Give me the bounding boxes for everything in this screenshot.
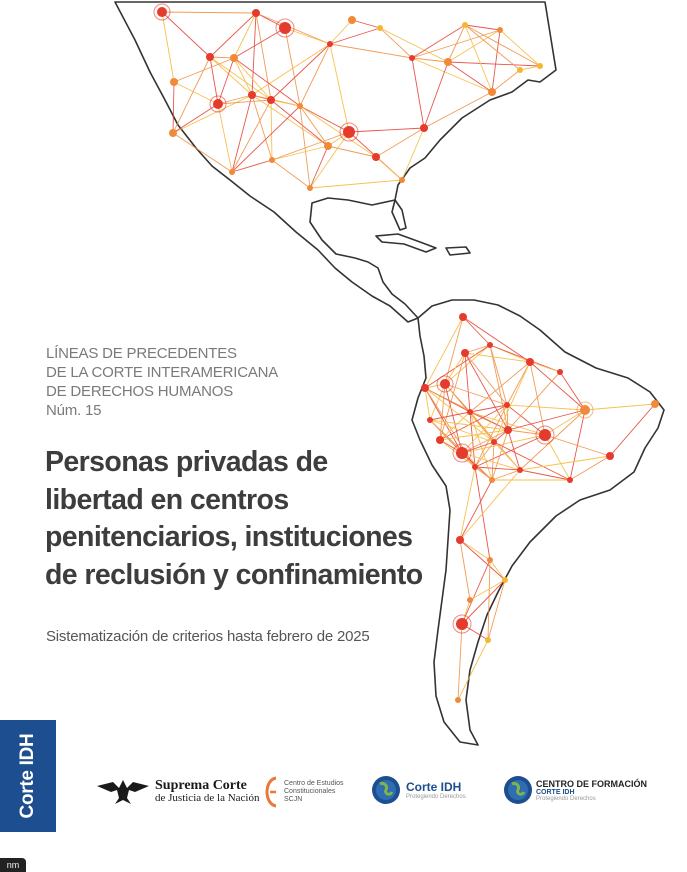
- scjn-name-line-1: Suprema Corte: [155, 778, 247, 793]
- corte-idh-name: Corte IDH: [406, 780, 462, 794]
- network-node: [372, 153, 380, 161]
- centro-formacion-tagline: Protegiendo Derechos: [536, 795, 596, 802]
- network-node: [324, 142, 332, 150]
- network-node: [504, 402, 510, 408]
- network-node: [488, 88, 496, 96]
- corte-idh-globe-icon: [370, 774, 402, 806]
- network-node: [307, 185, 313, 191]
- network-node: [420, 124, 428, 132]
- network-node: [230, 54, 238, 62]
- network-node: [421, 384, 429, 392]
- network-node: [472, 464, 478, 470]
- cec-line-3: SCJN: [284, 796, 303, 803]
- network-node: [485, 637, 491, 643]
- cec-logo: [262, 774, 344, 810]
- title-line-4: de reclusión y confinamiento: [45, 558, 423, 591]
- network-node: [557, 369, 563, 375]
- eagle-emblem-icon: [95, 776, 151, 808]
- centro-formacion-line-2: CORTE IDH: [536, 788, 575, 796]
- network-node: [427, 417, 433, 423]
- scjn-name-line-2: de Justicia de la Nación: [155, 792, 260, 804]
- centro-formacion-line-1: CENTRO DE FORMACIÓN: [536, 778, 647, 789]
- network-node: [467, 597, 473, 603]
- network-node: [343, 126, 355, 138]
- title-line-3: penitenciarios, instituciones: [45, 521, 413, 553]
- network-node: [279, 22, 291, 34]
- network-node: [517, 467, 523, 473]
- corte-idh-tagline: Protegiendo Derechos: [406, 794, 466, 800]
- network-node: [213, 99, 223, 109]
- network-node: [157, 7, 167, 17]
- network-node: [489, 477, 495, 483]
- network-node: [297, 103, 303, 109]
- title-line-1: Personas privadas de: [45, 446, 328, 478]
- centro-formacion-logo: [502, 774, 647, 806]
- network-node: [504, 426, 512, 434]
- network-node: [606, 452, 614, 460]
- network-node: [267, 96, 275, 104]
- scjn-logo: [95, 776, 259, 808]
- cec-line-1: Centro de Estudios: [284, 780, 344, 787]
- logo-strip: [0, 760, 687, 830]
- network-node: [455, 697, 461, 703]
- centro-formacion-globe-icon: [502, 774, 534, 806]
- side-band-label: Corte IDH: [17, 733, 38, 819]
- document-title: [45, 444, 465, 594]
- series-line-2: DE LA CORTE INTERAMERICANA: [46, 364, 279, 381]
- document-subtitle: Sistematización de criterios hasta febrero de 2025: [46, 628, 370, 645]
- network-node: [651, 400, 659, 408]
- network-node: [206, 53, 214, 61]
- network-node: [537, 63, 543, 69]
- network-node: [377, 25, 383, 31]
- network-node: [462, 22, 468, 28]
- network-node: [526, 358, 534, 366]
- cec-mark-icon: [262, 774, 278, 810]
- network-node: [517, 67, 523, 73]
- corner-tab[interactable]: nm: [0, 858, 26, 872]
- network-node: [348, 16, 356, 24]
- network-node: [459, 313, 467, 321]
- series-line-1: LÍNEAS DE PRECEDENTES: [46, 345, 237, 362]
- network-node: [539, 429, 551, 441]
- network-node: [169, 129, 177, 137]
- network-node: [436, 436, 444, 444]
- network-node: [229, 169, 235, 175]
- network-node: [170, 78, 178, 86]
- network-node: [491, 439, 497, 445]
- title-line-2: libertad en centros: [45, 483, 289, 516]
- network-node: [467, 409, 473, 415]
- network-node: [502, 577, 508, 583]
- cec-line-2: Constitucionales: [284, 788, 336, 795]
- series-heading: [46, 344, 346, 420]
- network-node: [580, 405, 590, 415]
- network-node: [252, 9, 260, 17]
- hispaniola: [446, 247, 470, 255]
- series-number: Núm. 15: [46, 402, 102, 419]
- network-node: [487, 557, 493, 563]
- cuba: [376, 234, 436, 252]
- network-node: [456, 618, 468, 630]
- network-node: [440, 379, 450, 389]
- network-node: [409, 55, 415, 61]
- network-node: [567, 477, 573, 483]
- network-node: [487, 342, 493, 348]
- network-node: [497, 27, 503, 33]
- network-node: [248, 91, 256, 99]
- network-node: [399, 177, 405, 183]
- florida: [392, 200, 406, 230]
- network-node: [327, 41, 333, 47]
- corte-idh-logo: [370, 774, 466, 806]
- network-node: [461, 349, 469, 357]
- north-america-outline: [115, 2, 556, 322]
- series-line-3: DE DERECHOS HUMANOS: [46, 383, 234, 400]
- network-node: [269, 157, 275, 163]
- network-node: [444, 58, 452, 66]
